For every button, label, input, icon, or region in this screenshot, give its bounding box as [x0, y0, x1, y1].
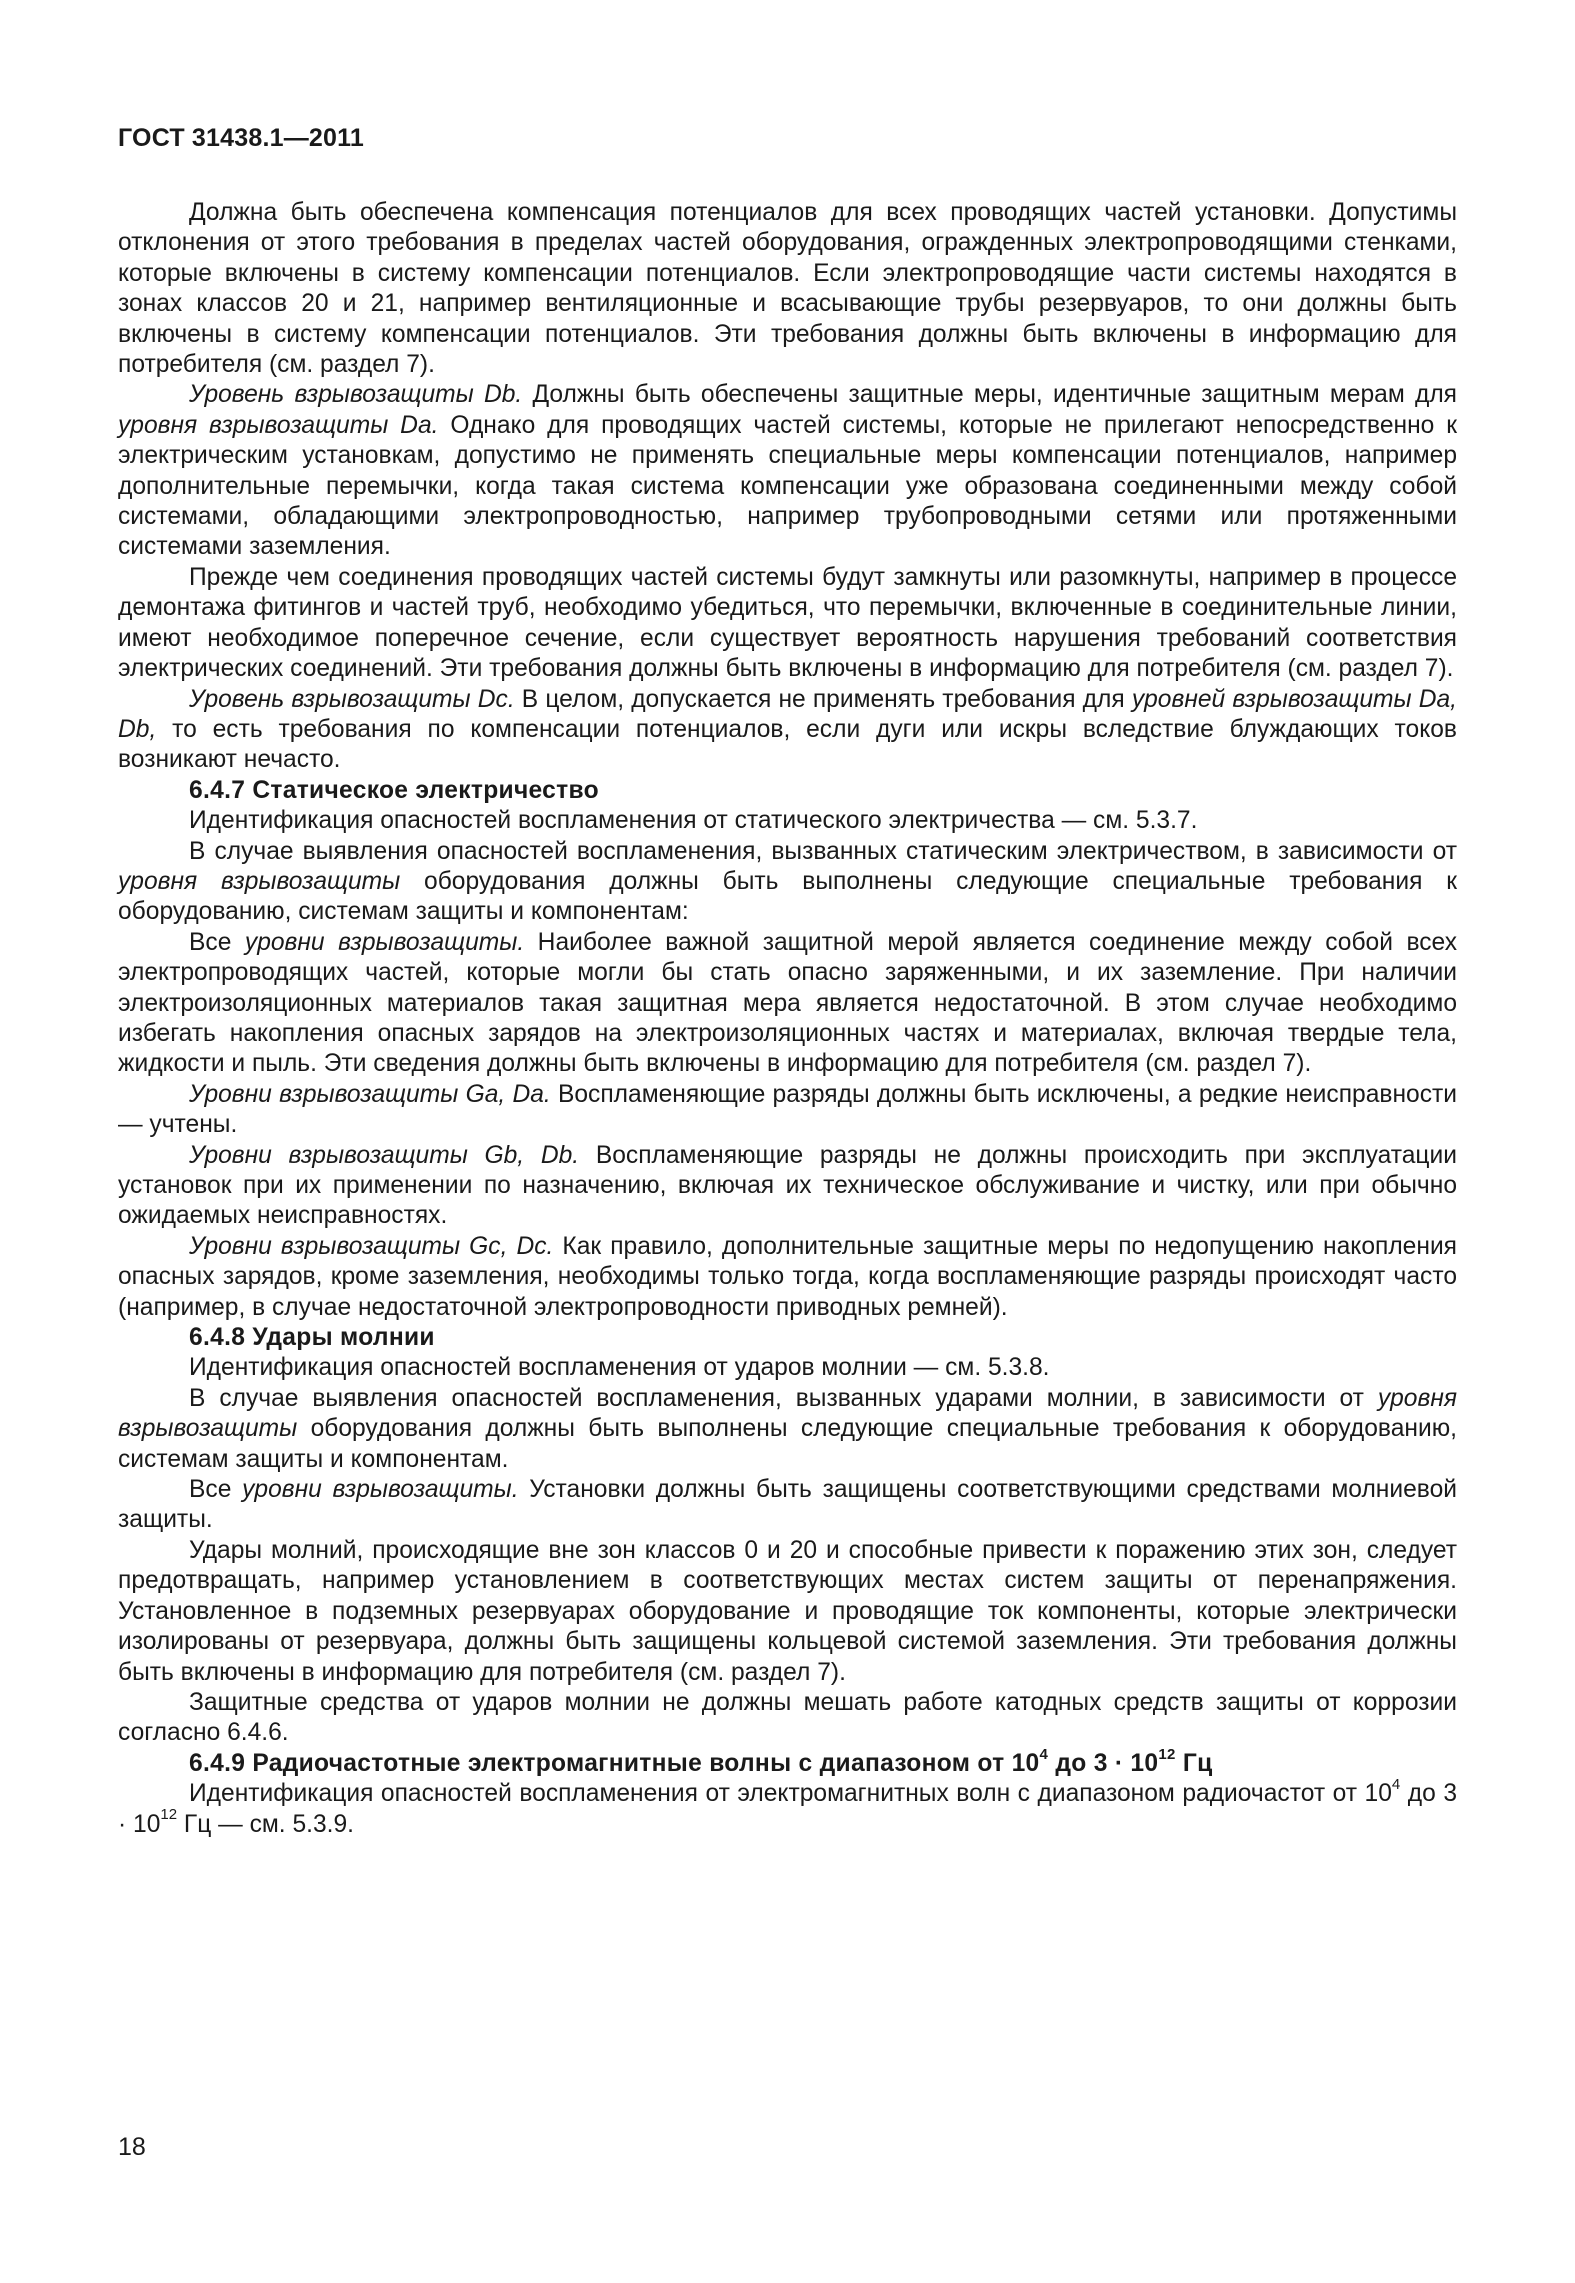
text-run: Должны быть обеспечены защитные меры, идентичные защитным мерам для — [522, 381, 1457, 409]
text-run: 6.4.9 Радиочастотные электромагнитные волны с диапазоном от 10 — [189, 1749, 1040, 1777]
body-paragraph — [118, 1353, 1457, 1383]
body-paragraph — [118, 563, 1457, 685]
body-paragraph — [118, 1080, 1457, 1141]
text-run: Установки должны быть защищены соответствующими средствами молниевой защиты. — [118, 1476, 1457, 1534]
section-heading — [118, 776, 1457, 806]
text-run: до 3 · 10 — [118, 1780, 1457, 1838]
text-run: В случае выявления опасностей воспламенения, вызванных ударами молнии, в зависимости от — [189, 1384, 1378, 1412]
italic-term: Уровни взрывозащиты Gc, Dc. — [189, 1232, 554, 1260]
italic-term: уровни взрывозащиты. — [244, 928, 525, 956]
section-heading — [118, 1745, 1457, 1779]
italic-term: уровней взрывозащиты Da, Db, — [118, 685, 1457, 743]
document-code-header: ГОСТ 31438.1—2011 — [118, 124, 364, 152]
text-run: Прежде чем соединения проводящих частей системы будут замкнуты или разомкнуты, например в процессе демонтажа фитингов и частей труб, необходимо убедиться, что перемычки, включенные в соединительные линии, имеют необходимое поперечное сечение, если существует вероятность нарушения требований соответствия электрических соединений. Эти требования должны быть включены в информацию для потребителя (см. раздел 7). — [118, 563, 1457, 683]
text-run: до 3 · 10 — [1048, 1749, 1159, 1777]
superscript-exponent: 12 — [1158, 1745, 1176, 1763]
body-paragraph — [118, 928, 1457, 1080]
body-paragraph — [118, 1775, 1457, 1840]
text-run: 6.4.8 Удары молнии — [189, 1324, 435, 1352]
body-paragraph — [118, 1384, 1457, 1475]
text-run: Как правило, дополнительные защитные меры по недопущению накопления опасных зарядов, кроме заземления, необходимы только тогда, когда воспламеняющие разряды происходят часто (например, в случае недостаточной электропроводности приводных ремней). — [118, 1232, 1457, 1321]
text-run: Воспламеняющие разряды должны быть исключены, а редкие неисправности — учтены. — [118, 1080, 1457, 1139]
text-run: В случае выявления опасностей воспламенения, вызванных статическим электричеством, в зависимости от — [189, 837, 1457, 865]
body-paragraph — [118, 1475, 1457, 1536]
italic-term: Уровень взрывозащиты Dc. — [189, 685, 515, 713]
section-heading — [118, 1323, 1457, 1353]
text-run: Удары молний, происходящие вне зон классов 0 и 20 и способные привести к поражению этих зон, следует предотвращать, например установлением в соответствующих местах систем защиты от перенапряжения. Установленное в подземных резервуарах оборудование и проводящие ток компоненты, которые электрически изолированы от резервуара, должны быть защищены кольцевой системой заземления. Эти требования должны быть включены в информацию для потребителя (см. раздел 7). — [118, 1536, 1457, 1686]
body-paragraph — [118, 380, 1457, 562]
superscript-exponent: 4 — [1039, 1745, 1049, 1763]
body-paragraph — [118, 1536, 1457, 1688]
text-run: оборудования должны быть выполнены следующие специальные требования к оборудованию, системам защиты и компонентам: — [118, 867, 1457, 926]
body-paragraph — [118, 1688, 1457, 1749]
text-run: оборудования должны быть выполнены следующие специальные требования к оборудованию, системам защиты и компонентам. — [118, 1415, 1457, 1473]
italic-term: Уровень взрывозащиты Db. — [189, 381, 523, 409]
text-run: В целом, допускается не применять требования для — [514, 685, 1132, 713]
superscript-exponent: 12 — [160, 1806, 178, 1824]
text-run: Гц — см. 5.3.9. — [177, 1810, 354, 1838]
body-paragraph — [118, 198, 1457, 380]
text-run: то есть требования по компенсации потенциалов, если дуги или искры вследствие блуждающих токов возникают нечасто. — [118, 715, 1457, 774]
italic-term: уровня взрывозащиты Da. — [118, 411, 439, 439]
text-run: Гц — [1175, 1749, 1213, 1777]
text-run: Наиболее важной защитной мерой является соединение между собой всех электропроводящих частей, которые могли бы стать опасно заряженными, и их заземление. При наличии электроизоляционных материалов такая защитная мера является недостаточной. В этом случае необходимо избегать накопления опасных зарядов на электроизоляционных частях и материалах, включая твердые тела, жидкости и пыль. Эти сведения должны быть включены в информацию для потребителя (см. раздел 7). — [118, 928, 1457, 1078]
text-run: Идентификация опасностей воспламенения от ударов молнии — см. 5.3.8. — [189, 1354, 1050, 1382]
italic-term: уровни взрывозащиты. — [242, 1476, 519, 1504]
text-run: Защитные средства от ударов молнии не должны мешать работе катодных средств защиты от коррозии согласно 6.4.6. — [118, 1688, 1457, 1747]
body-paragraph — [118, 806, 1457, 836]
italic-term: уровня взрывозащиты — [118, 867, 401, 895]
body-paragraph — [118, 1141, 1457, 1232]
italic-term: Уровни взрывозащиты Gb, Db. — [189, 1141, 580, 1169]
text-run: Все — [189, 1476, 243, 1504]
text-run: Идентификация опасностей воспламенения от электромагнитных волн с диапазоном радиочастот от 10 — [189, 1780, 1392, 1808]
body-paragraph — [118, 1232, 1457, 1323]
document-body — [118, 198, 1457, 1840]
text-run: 6.4.7 Статическое электричество — [189, 776, 599, 804]
body-paragraph — [118, 685, 1457, 776]
body-paragraph — [118, 837, 1457, 928]
text-run: Воспламеняющие разряды не должны происходить при эксплуатации установок при их применении по назначению, включая их техническое обслуживание и чистку, или при обычно ожидаемых неисправностях. — [118, 1141, 1457, 1230]
text-run: Должна быть обеспечена компенсация потенциалов для всех проводящих частей установки. Допустимы отклонения от этого требования в пределах частей оборудования, огражденных электропроводящими стенками, которые включены в систему компенсации потенциалов. Если электропроводящие части системы находятся в зонах классов 20 и 21, например вентиляционные и всасывающие трубы резервуаров, то они должны быть включены в систему компенсации потенциалов. Эти требования должны быть включены в информацию для потребителя (см. раздел 7). — [118, 199, 1457, 379]
italic-term: Уровни взрывозащиты Ga, Da. — [189, 1080, 551, 1108]
text-run: Идентификация опасностей воспламенения от статического электричества — см. 5.3.7. — [189, 807, 1198, 835]
text-run: Все — [189, 928, 245, 956]
page-number: 18 — [118, 2133, 146, 2161]
italic-term: уровня взрывозащиты — [118, 1384, 1457, 1443]
superscript-exponent: 4 — [1391, 1775, 1401, 1793]
text-run: Однако для проводящих частей системы, которые не прилегают непосредственно к электрическим установкам, допустимо не применять специальные меры компенсации потенциалов, например дополнительные перемычки, когда такая система компенсации уже образована соединенными между собой системами, обладающими электропроводностью, например трубопроводными сетями или протяженными системами заземления. — [118, 411, 1457, 561]
